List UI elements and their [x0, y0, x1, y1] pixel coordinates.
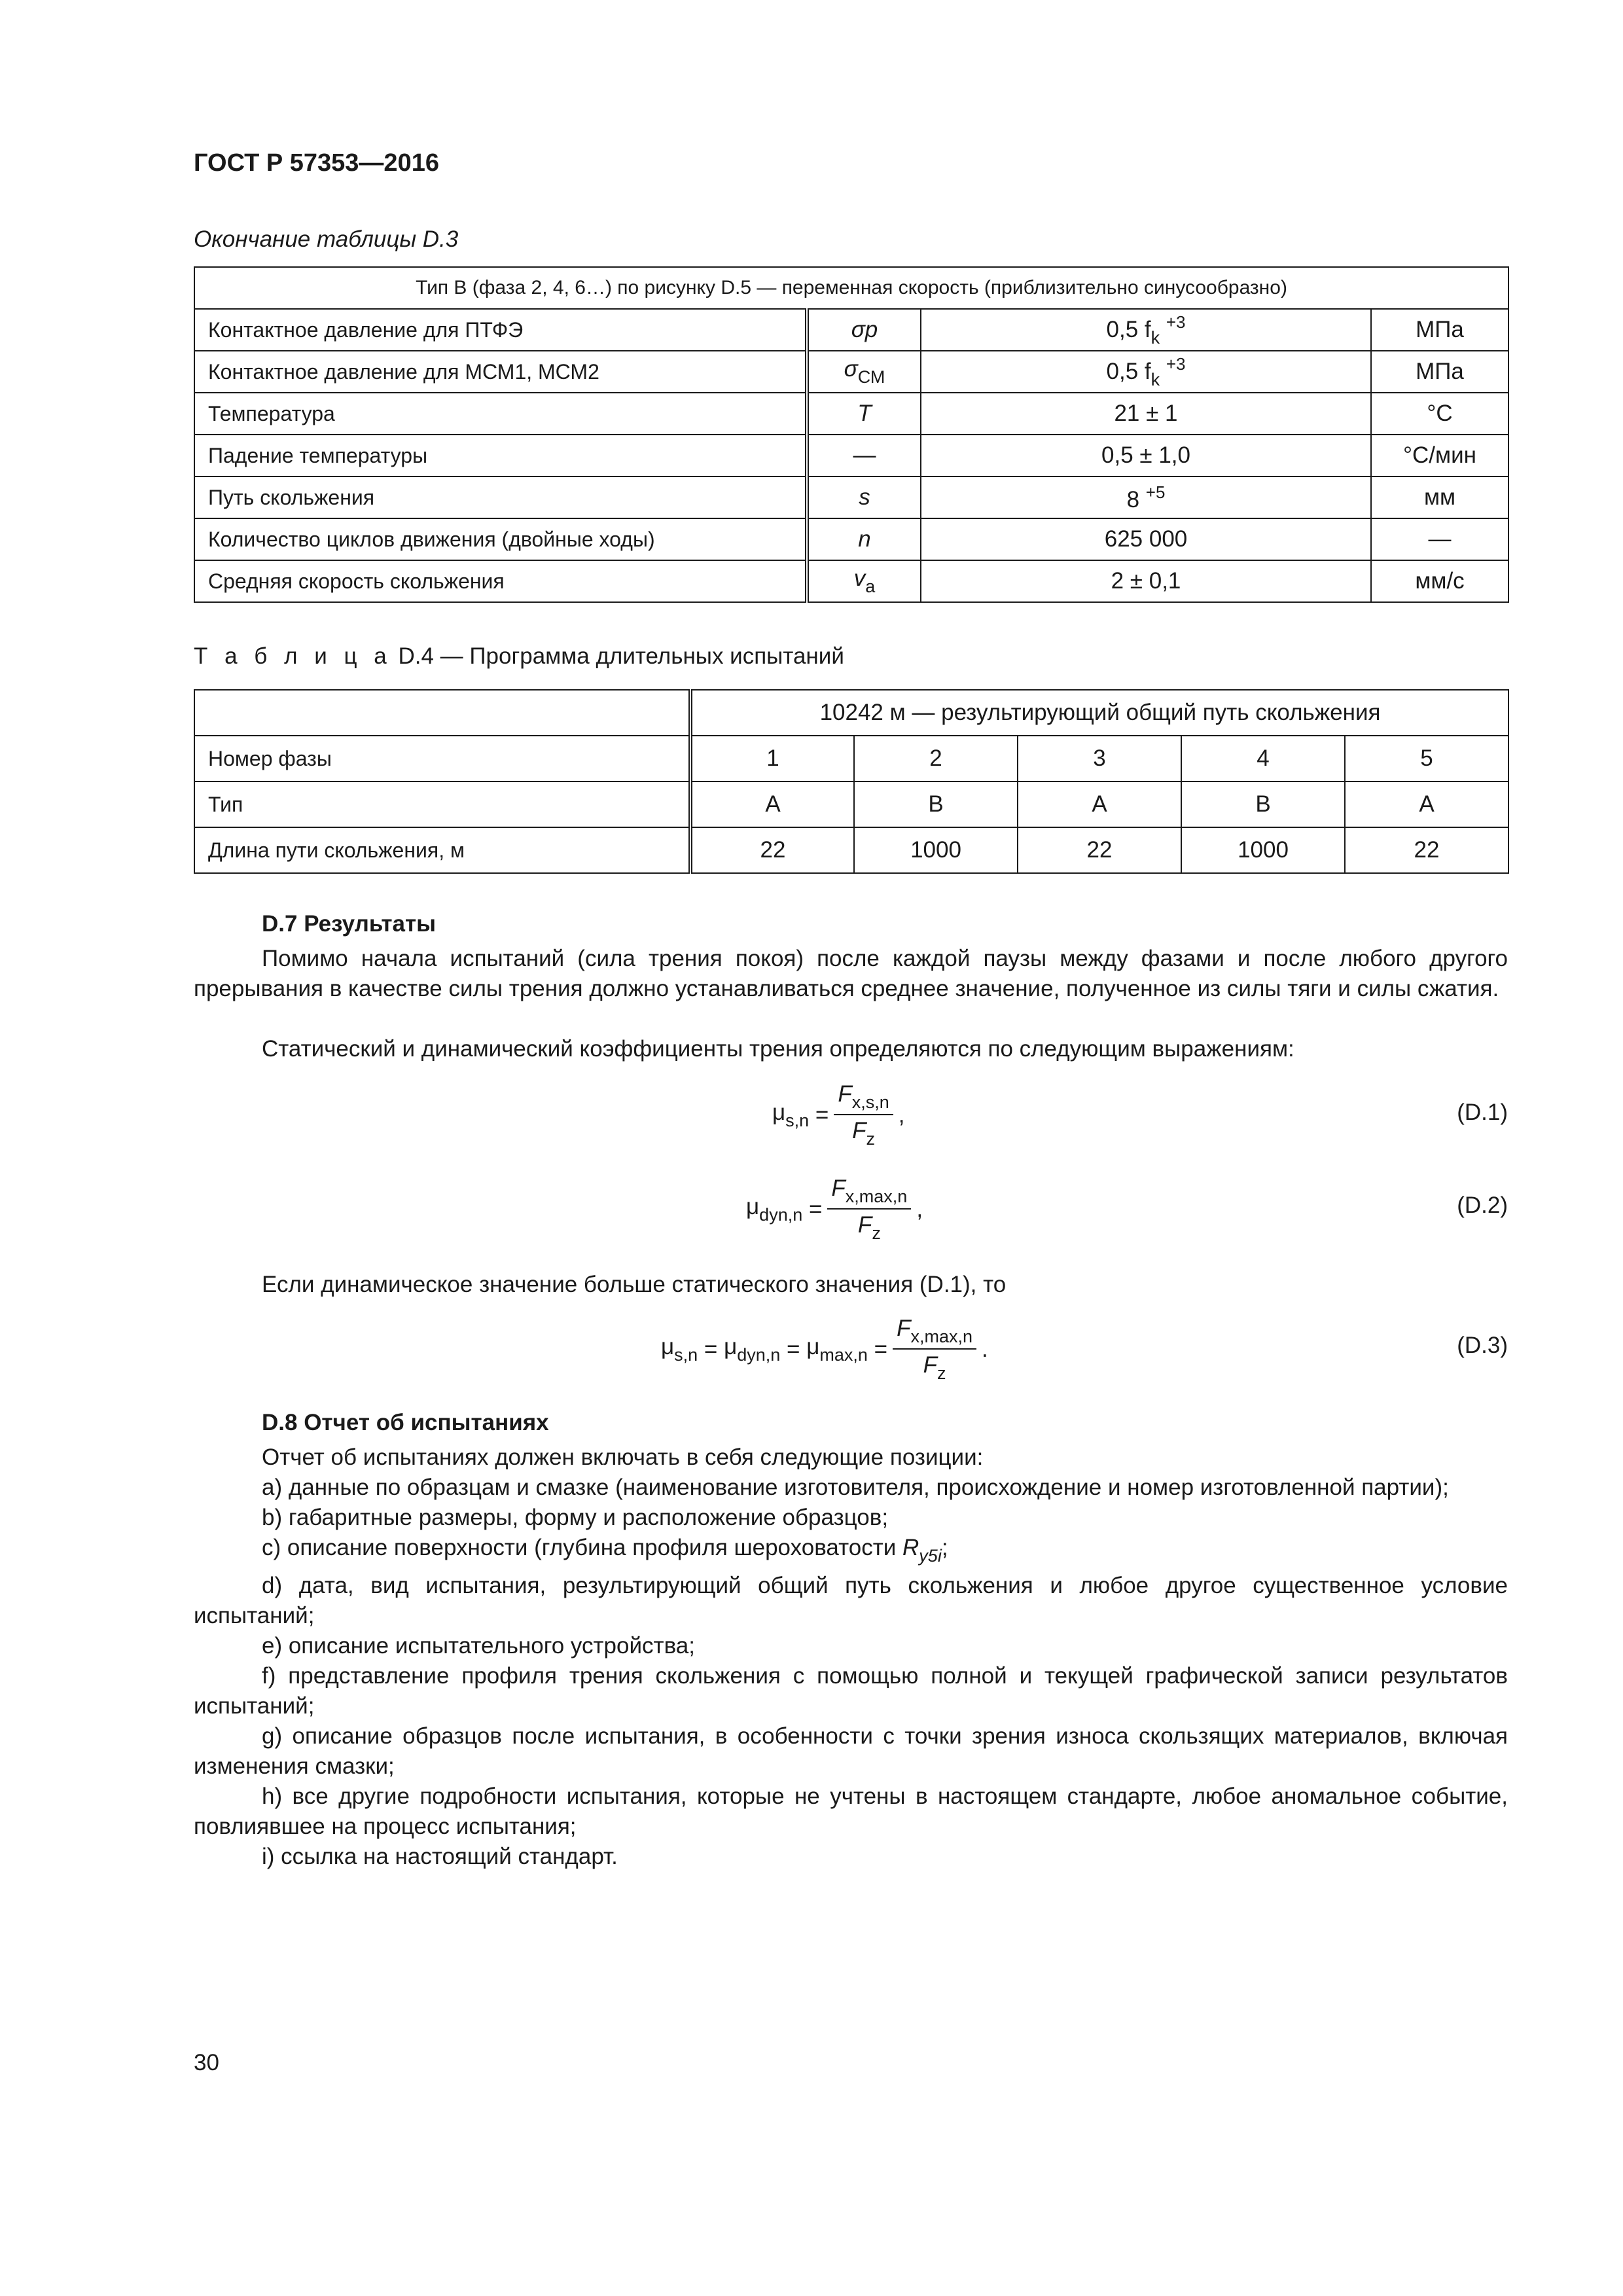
roughness-tail: ; [941, 1535, 948, 1560]
row-label: Контактное давление для МСМ1, МСМ2 [194, 351, 807, 393]
roughness-symbol: R [902, 1535, 919, 1560]
section-d8-list [194, 1443, 1508, 1872]
type-cell: A [1018, 781, 1181, 827]
section-d7-paragraph-3: Если динамическое значение больше статического значения (D.1), то [262, 1272, 1007, 1297]
mu-max: $\mu_{max,n}$ [806, 1334, 868, 1365]
table-row [194, 518, 1508, 560]
row-unit: мм/с [1371, 560, 1508, 602]
table-row [194, 476, 1508, 518]
section-d7-paragraph-1: Помимо начала испытаний (сила трения покоя) после каждой паузы между фазами и после любого другого прерывания в качестве силы трения должно устанавливаться среднее значение, полученное из силы тяги и силы сжатия. [194, 946, 1508, 1001]
row-label: Контактное давление для ПТФЭ [194, 309, 807, 351]
value-sub: k [1150, 369, 1160, 389]
list-item: e) описание испытательного устройства; [262, 1633, 695, 1659]
table-row [194, 827, 1508, 873]
equation-d3-number: (D.3) [1457, 1333, 1508, 1358]
phase-cell: 4 [1181, 736, 1345, 781]
list-item: a) данные по образцам и смазке (наименование изготовителя, происхождение и номер изготовленной партии); [262, 1475, 1449, 1500]
fraction: $\frac{F_{x,max,n}}{F_z}$ [827, 1175, 911, 1244]
roughness-subscript: y5i [919, 1546, 942, 1566]
list-item: b) габаритные размеры, форму и расположение образцов; [262, 1505, 889, 1530]
equation-d3: $\mu_{s,n}$ = $\mu_{dyn,n}$ = $\mu_{max,n}$ = $\frac{F_{x,max,n}}{F_z}$ . [661, 1316, 988, 1383]
mu-static: $\mu_{s,n}$ [772, 1100, 810, 1130]
list-item: g) описание образцов после испытания, в особенности с точки зрения износа скользящих материалов, включая изменения смазки; [194, 1723, 1508, 1779]
length-cell: 22 [1018, 827, 1181, 873]
table-d4-title [194, 643, 844, 670]
table-row [194, 435, 1508, 476]
value-sub: k [1150, 327, 1160, 348]
row-label: Средняя скорость скольжения [194, 560, 807, 602]
list-item: d) дата, вид испытания, результирующий общий путь скольжения и любое другое существенное условие испытаний; [194, 1573, 1508, 1628]
row-value [921, 351, 1371, 393]
list-item [194, 1533, 1508, 1571]
type-cell: B [1181, 781, 1345, 827]
section-d8-heading: D.8 Отчет об испытаниях [262, 1410, 549, 1435]
symbol-sub: a [865, 577, 876, 596]
section-d7-heading: D.7 Результаты [262, 911, 436, 937]
mu-static: $\mu_{s,n}$ [661, 1334, 698, 1365]
row-symbol [807, 351, 921, 393]
row-unit: МПа [1371, 309, 1508, 351]
table-d4-header-row [194, 690, 1508, 736]
table-d4 [194, 689, 1509, 874]
value-text: 8 [1126, 486, 1140, 512]
symbol-text: σp [851, 317, 878, 342]
row-value: 2 ± 0,1 [921, 560, 1371, 602]
list-item: i) ссылка на настоящий стандарт. [262, 1844, 618, 1869]
table-row [194, 309, 1508, 351]
length-cell: 22 [1345, 827, 1508, 873]
row-value: 625 000 [921, 518, 1371, 560]
length-cell: 1000 [1181, 827, 1345, 873]
type-cell: B [854, 781, 1018, 827]
row-symbol: — [807, 435, 921, 476]
row-value: 0,5 ± 1,0 [921, 435, 1371, 476]
table-row [194, 560, 1508, 602]
equation-d2-number: (D.2) [1457, 1193, 1508, 1218]
symbol-sub: СМ [857, 367, 885, 387]
table-d3-caption: Окончание таблицы D.3 [194, 226, 459, 252]
mu-dynamic: $\mu_{dyn,n}$ [724, 1334, 781, 1365]
table-row [194, 781, 1508, 827]
table-row [194, 736, 1508, 781]
row-label: Тип [194, 781, 690, 827]
table-d4-span-header: 10242 м — результирующий общий путь скольжения [690, 690, 1508, 736]
empty-cell [194, 690, 690, 736]
mu-dynamic: $\mu_{dyn,n}$ [746, 1194, 803, 1225]
fraction: $\frac{F_{x,s,n}}{F_z}$ [834, 1081, 893, 1149]
row-unit: °C [1371, 393, 1508, 435]
phase-cell: 1 [690, 736, 854, 781]
table-row [194, 351, 1508, 393]
symbol-text: v [853, 565, 866, 591]
table-d3-span-header: Тип B (фаза 2, 4, 6…) по рисунку D.5 — переменная скорость (приблизительно синусообразно) [194, 267, 1508, 309]
value-sup: +3 [1166, 353, 1186, 374]
table-d4-title-text: D.4 — Программа длительных испытаний [391, 643, 844, 669]
row-unit: °C/мин [1371, 435, 1508, 476]
row-label: Путь скольжения [194, 476, 807, 518]
equation-d2: $\mu_{dyn,n}$ = $\frac{F_{x,max,n}}{F_z}$ , [746, 1175, 923, 1243]
list-item: h) все другие подробности испытания, которые не учтены в настоящем стандарте, любое аномальное событие, повлиявшее на процесс испытания; [194, 1784, 1508, 1839]
value-text: 0,5 f [1106, 316, 1151, 342]
value-sup: +5 [1145, 482, 1166, 502]
table-row [194, 393, 1508, 435]
equation-d1: $\mu_{s,n}$ = $\frac{F_{x,s,n}}{F_z}$ , [772, 1081, 905, 1149]
row-symbol: n [807, 518, 921, 560]
phase-cell: 3 [1018, 736, 1181, 781]
equation-d1-number: (D.1) [1457, 1100, 1508, 1125]
symbol-text: σ [844, 356, 858, 382]
length-cell: 1000 [854, 827, 1018, 873]
row-unit: МПа [1371, 351, 1508, 393]
row-value: 21 ± 1 [921, 393, 1371, 435]
row-value [921, 309, 1371, 351]
row-unit: мм [1371, 476, 1508, 518]
document-header: ГОСТ Р 57353—2016 [194, 149, 439, 177]
phase-cell: 2 [854, 736, 1018, 781]
table-word: Т а б л и ц а [194, 643, 392, 669]
row-symbol [807, 560, 921, 602]
fraction: $\frac{F_{x,max,n}}{F_z}$ [893, 1316, 976, 1384]
row-unit: — [1371, 518, 1508, 560]
row-symbol [807, 309, 921, 351]
value-text: 0,5 f [1106, 358, 1151, 384]
row-label: Номер фазы [194, 736, 690, 781]
page-number: 30 [194, 2050, 219, 2075]
list-item: f) представление профиля трения скольжения с помощью полной и текущей графической записи результатов испытаний; [194, 1663, 1508, 1719]
row-value [921, 476, 1371, 518]
row-symbol: s [807, 476, 921, 518]
type-cell: A [690, 781, 854, 827]
length-cell: 22 [690, 827, 854, 873]
section-d8-intro: Отчет об испытаниях должен включать в себя следующие позиции: [262, 1444, 984, 1470]
table-d3 [194, 266, 1509, 603]
table-d3-span-row [194, 267, 1508, 309]
row-label: Длина пути скольжения, м [194, 827, 690, 873]
row-label: Температура [194, 393, 807, 435]
type-cell: A [1345, 781, 1508, 827]
row-symbol: T [807, 393, 921, 435]
list-item-text: c) описание поверхности (глубина профиля шероховатости [262, 1535, 903, 1560]
section-d7-paragraph-2: Статический и динамический коэффициенты трения определяются по следующим выражениям: [262, 1036, 1294, 1062]
row-label: Количество циклов движения (двойные ходы) [194, 518, 807, 560]
phase-cell: 5 [1345, 736, 1508, 781]
row-label: Падение температуры [194, 435, 807, 476]
value-sup: +3 [1166, 312, 1186, 332]
